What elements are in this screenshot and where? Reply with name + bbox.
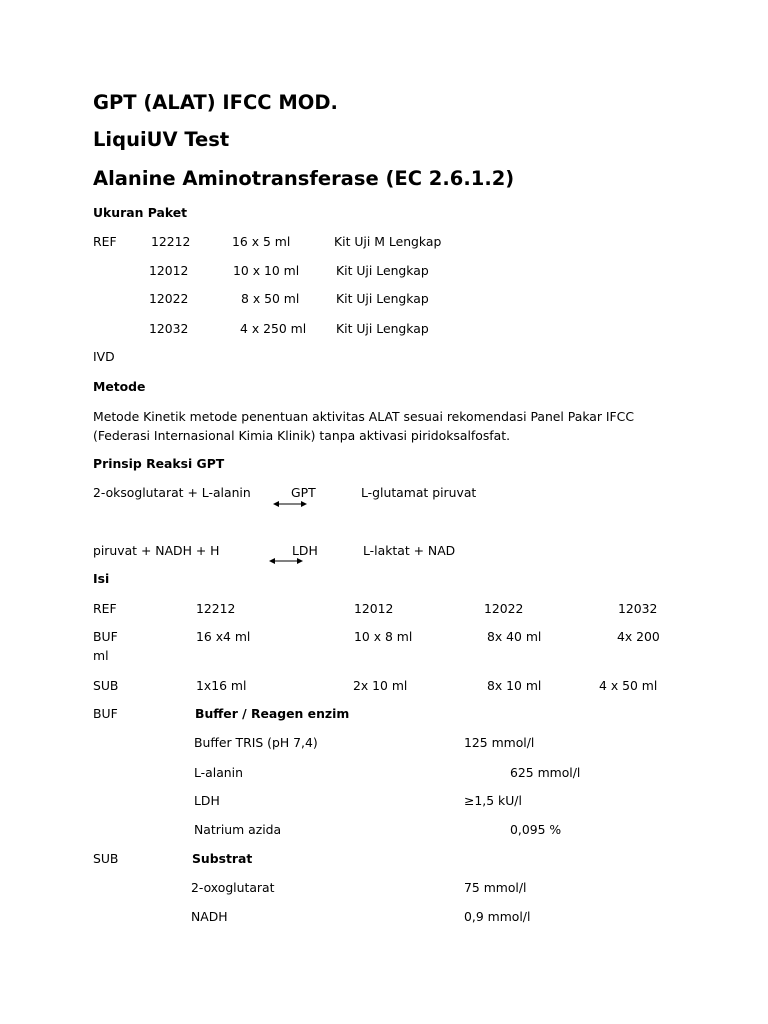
buffer-item-value: ≥1,5 kU/l — [464, 793, 522, 808]
package-size: 8 x 50 ml — [241, 291, 300, 306]
package-desc: Kit Uji M Lengkap — [334, 234, 442, 249]
buffer-item-name: LDH — [194, 793, 220, 808]
contents-cell: 12022 — [484, 601, 524, 616]
substrate-label: SUB — [93, 851, 119, 866]
package-desc: Kit Uji Lengkap — [336, 291, 429, 306]
package-ref-label: REF — [93, 234, 117, 249]
reaction-2-right: L-laktat + NAD — [363, 543, 456, 558]
principle-heading: Prinsip Reaksi GPT — [93, 456, 225, 471]
contents-cell: 12012 — [354, 601, 394, 616]
substrate-item-value: 75 mmol/l — [464, 880, 527, 895]
reaction-1-right: L-glutamat piruvat — [361, 485, 477, 500]
method-heading: Metode — [93, 379, 146, 394]
buffer-heading: Buffer / Reagen enzim — [195, 706, 350, 721]
double-arrow-icon — [269, 557, 303, 565]
method-text: Metode Kinetik metode penentuan aktivitas ALAT sesuai rekomendasi Panel Pakar IFCC (Federasi Internasional Kimia Klinik) tanpa aktivasi piridoksalfosfat. — [93, 409, 634, 443]
contents-cell: 12212 — [196, 601, 236, 616]
contents-cell: 10 x 8 ml — [354, 629, 413, 644]
buffer-item-name: Natrium azida — [194, 822, 282, 837]
buffer-item-value: 0,095 % — [510, 822, 562, 837]
package-size: 4 x 250 ml — [240, 321, 307, 336]
title-line-1: GPT (ALAT) IFCC MOD. — [93, 91, 338, 114]
ivd-label: IVD — [93, 349, 115, 364]
buffer-item-value: 625 mmol/l — [510, 765, 581, 780]
substrate-item-value: 0,9 mmol/l — [464, 909, 531, 924]
reaction-2-left: piruvat + NADH + H — [93, 543, 220, 558]
contents-cell: 1x16 ml — [196, 678, 247, 693]
buffer-item-name: Buffer TRIS (pH 7,4) — [194, 735, 318, 750]
contents-cell: 12032 — [618, 601, 658, 616]
package-ref: 12022 — [149, 291, 189, 306]
contents-cell: 4 x 50 ml — [599, 678, 658, 693]
package-size: 10 x 10 ml — [233, 263, 300, 278]
package-size: 16 x 5 ml — [232, 234, 291, 249]
reaction-1-left: 2-oksoglutarat + L-alanin — [93, 485, 251, 500]
contents-cell: 16 x4 ml — [196, 629, 251, 644]
package-ref: 12212 — [151, 234, 191, 249]
contents-cell: 8x 40 ml — [487, 629, 542, 644]
title-line-3: Alanine Aminotransferase (EC 2.6.1.2) — [93, 167, 515, 190]
substrate-item-name: 2-oxoglutarat — [191, 880, 275, 895]
contents-cell: 8x 10 ml — [487, 678, 542, 693]
package-ref: 12012 — [149, 263, 189, 278]
title-line-2: LiquiUV Test — [93, 128, 230, 151]
contents-buf-label: BUF — [93, 629, 118, 644]
substrate-item-name: NADH — [191, 909, 228, 924]
buffer-label: BUF — [93, 706, 118, 721]
contents-ref-label: REF — [93, 601, 117, 616]
package-desc: Kit Uji Lengkap — [336, 263, 429, 278]
contents-sub-label: SUB — [93, 678, 119, 693]
package-heading: Ukuran Paket — [93, 205, 188, 220]
reaction-2-enzyme: LDH — [292, 543, 318, 558]
contents-cell-wrap: ml — [93, 648, 109, 663]
package-ref: 12032 — [149, 321, 189, 336]
buffer-item-value: 125 mmol/l — [464, 735, 535, 750]
package-desc: Kit Uji Lengkap — [336, 321, 429, 336]
contents-heading: Isi — [93, 571, 110, 586]
double-arrow-icon — [273, 500, 307, 508]
substrate-heading: Substrat — [192, 851, 253, 866]
contents-cell: 4x 200 — [617, 629, 660, 644]
buffer-item-name: L-alanin — [194, 765, 243, 780]
contents-cell: 2x 10 ml — [353, 678, 408, 693]
reaction-1-enzyme: GPT — [291, 485, 316, 500]
